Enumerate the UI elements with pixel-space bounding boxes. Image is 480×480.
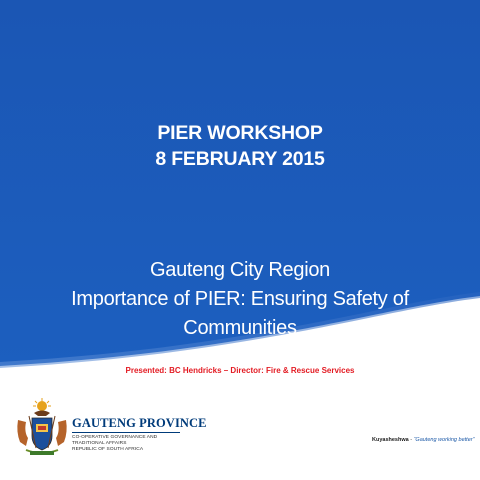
org-divider [72, 432, 180, 433]
org-line-3: REPUBLIC OF SOUTH AFRICA [72, 447, 144, 452]
org-line-2: TRADITIONAL AFFAIRS [72, 441, 127, 446]
tagline-separator: - [408, 437, 414, 443]
coat-of-arms-icon [12, 398, 72, 458]
presenter-credit: Presented: BC Hendricks – Director: Fire & Rescue Services [125, 366, 355, 375]
title-line-1: PIER WORKSHOP [157, 122, 323, 144]
title-line-2: 8 FEBRUARY 2015 [155, 148, 325, 170]
slide-subtitle [0, 256, 480, 343]
subtitle-line-3: Communities [183, 317, 297, 339]
slide-title [0, 120, 480, 172]
subtitle-line-1: Gauteng City Region [150, 259, 330, 281]
tagline-brand: Kuyasheshwa [372, 437, 409, 443]
tagline-quote: “Gauteng working better” [413, 437, 475, 443]
tagline [372, 437, 474, 443]
org-line-1: CO-OPERATIVE GOVERNANCE AND [72, 435, 158, 440]
gauteng-logo [12, 398, 232, 458]
subtitle-line-2: Importance of PIER: Ensuring Safety of [71, 288, 409, 310]
org-name: GAUTENG PROVINCE [72, 416, 207, 430]
